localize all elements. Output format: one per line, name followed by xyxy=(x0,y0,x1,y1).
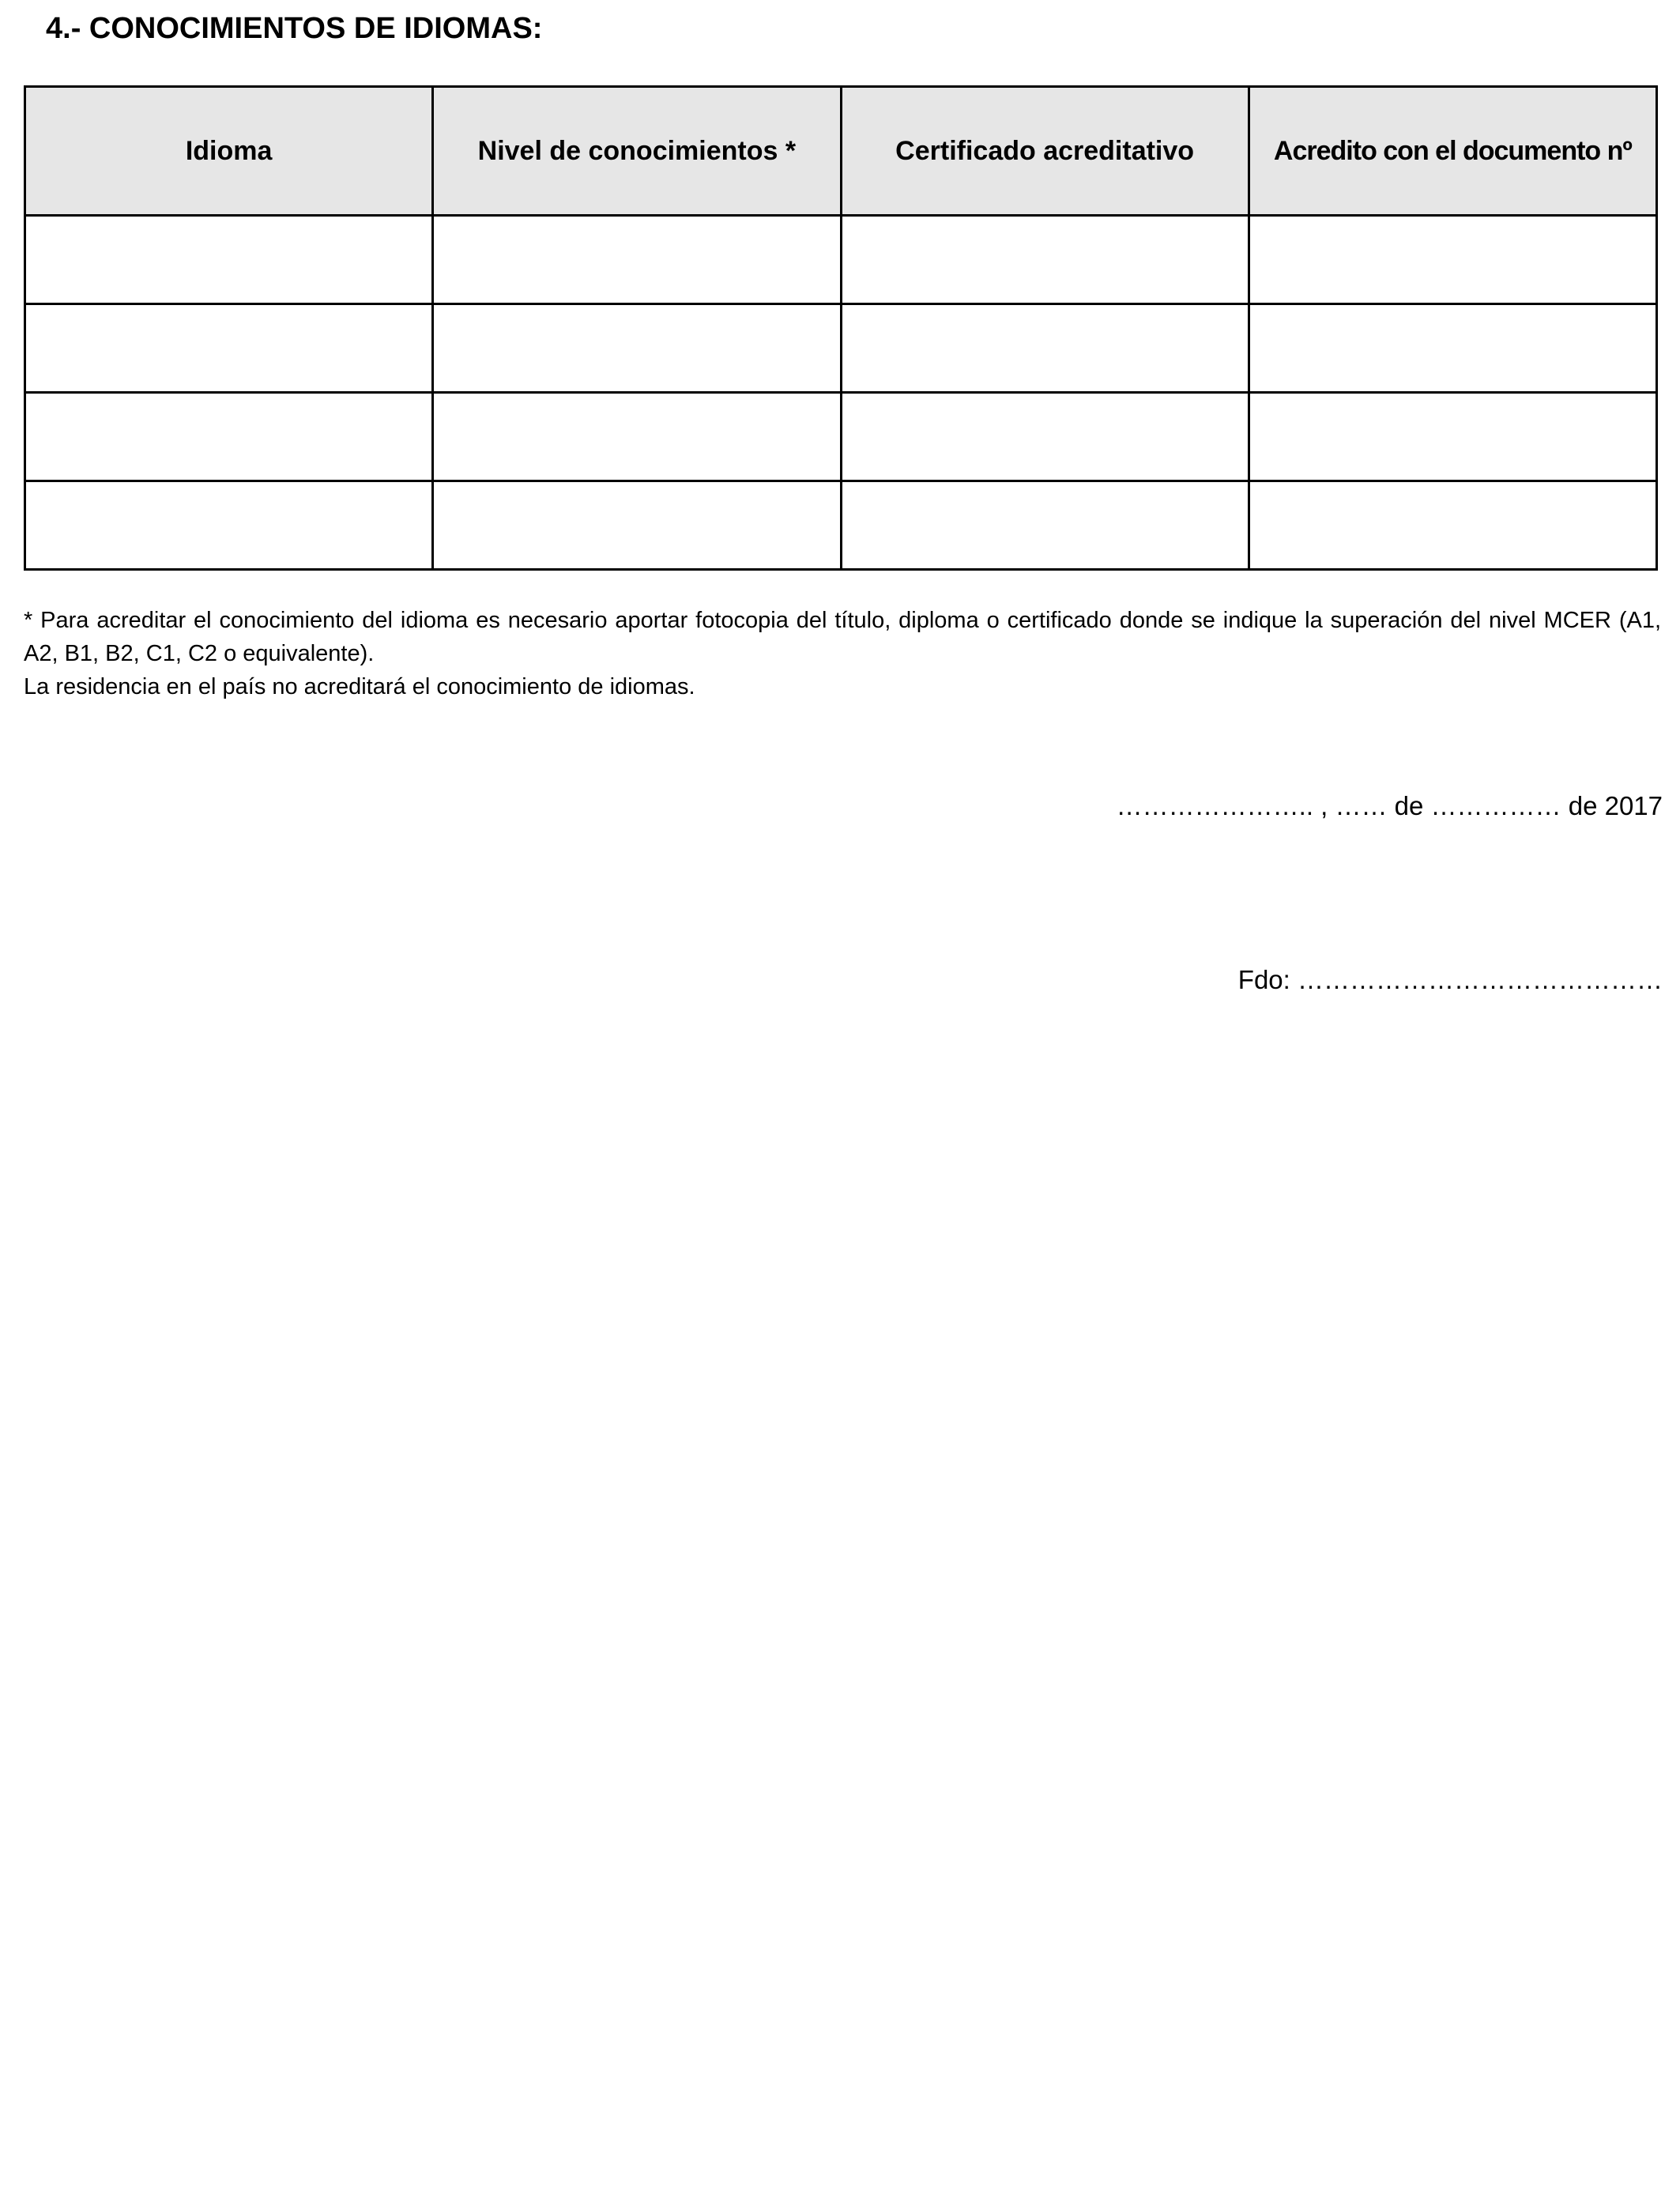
table-row xyxy=(25,393,1657,481)
documento-cell[interactable] xyxy=(1249,393,1656,481)
idioma-cell[interactable] xyxy=(25,393,433,481)
header-certificado: Certificado acreditativo xyxy=(841,87,1249,216)
certificado-cell[interactable] xyxy=(841,216,1249,304)
header-documento: Acredito con el documento nº xyxy=(1249,87,1656,216)
nivel-cell[interactable] xyxy=(433,481,841,570)
header-idioma: Idioma xyxy=(25,87,433,216)
nivel-cell[interactable] xyxy=(433,393,841,481)
documento-cell[interactable] xyxy=(1249,216,1656,304)
table-row xyxy=(25,481,1657,570)
certificado-cell[interactable] xyxy=(841,481,1249,570)
nivel-cell[interactable] xyxy=(433,216,841,304)
signature-line: Fdo: …………………………………… xyxy=(1237,965,1663,994)
languages-table xyxy=(24,85,1658,571)
footnote-residence: La residencia en el país no acreditará el conocimiento de idiomas. xyxy=(24,674,695,699)
certificado-cell[interactable] xyxy=(841,304,1249,393)
documento-cell[interactable] xyxy=(1249,304,1656,393)
table-row xyxy=(25,304,1657,393)
documento-cell[interactable] xyxy=(1249,481,1656,570)
date-line: ………………….. , …… de …………… de 2017 xyxy=(1116,791,1663,820)
idioma-cell[interactable] xyxy=(25,481,433,570)
table-header-row xyxy=(25,87,1657,216)
idioma-cell[interactable] xyxy=(25,216,433,304)
header-nivel: Nivel de conocimientos * xyxy=(433,87,841,216)
nivel-cell[interactable] xyxy=(433,304,841,393)
table-row xyxy=(25,216,1657,304)
footnote-requirement: * Para acreditar el conocimiento del idioma es necesario aportar fotocopia del título, diploma o certificado donde se indique la superación del nivel MCER (A1, A2, B1, B2, C1, C2 o equivalente). xyxy=(24,608,1661,666)
certificado-cell[interactable] xyxy=(841,393,1249,481)
page-title: 4.- CONOCIMIENTOS DE IDIOMAS: xyxy=(46,12,543,45)
footnote xyxy=(24,604,1661,703)
idioma-cell[interactable] xyxy=(25,304,433,393)
